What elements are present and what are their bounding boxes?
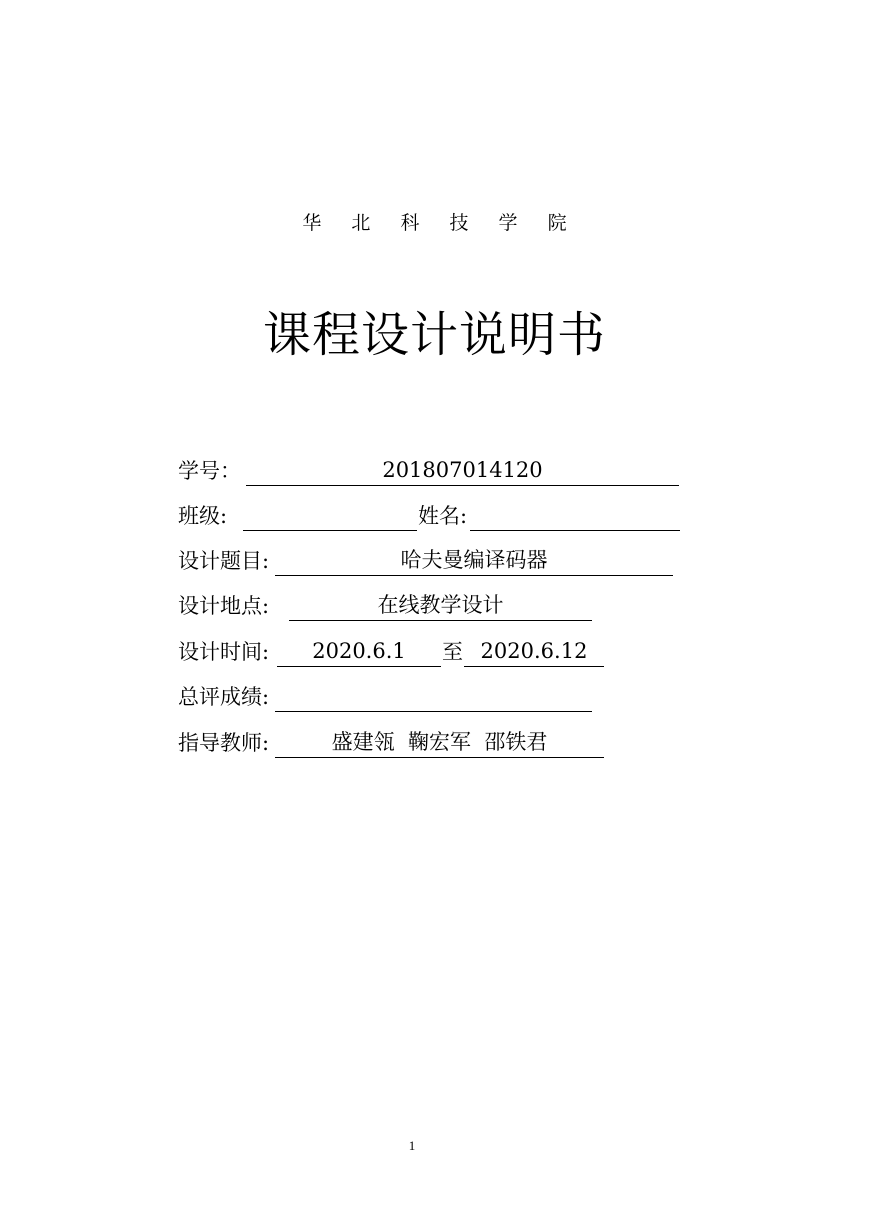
student-id-field[interactable]: 201807014120 bbox=[246, 455, 679, 486]
class-name-row bbox=[178, 500, 688, 532]
topic-field[interactable]: 哈夫曼编译码器 bbox=[275, 545, 673, 576]
student-id-label: 学号： bbox=[178, 459, 241, 483]
page-number: 1 bbox=[408, 1138, 416, 1153]
topic-label: 设计题目: bbox=[178, 549, 270, 573]
time-start-field[interactable]: 2020.6.1 bbox=[277, 636, 441, 667]
time-end-field[interactable]: 2020.6.12 bbox=[464, 636, 604, 667]
class-label: 班级: bbox=[178, 504, 228, 528]
school-name: 华 北 科 技 学 院 bbox=[302, 212, 579, 234]
topic-row bbox=[178, 545, 688, 577]
document-title: 课程设计说明书 bbox=[262, 307, 606, 363]
name-label: 姓名: bbox=[418, 504, 468, 528]
advisor-label: 指导教师: bbox=[178, 731, 270, 755]
grade-row bbox=[178, 681, 688, 713]
advisor-row bbox=[178, 727, 688, 759]
student-id-row bbox=[178, 455, 688, 487]
grade-field[interactable] bbox=[275, 681, 592, 712]
location-label: 设计地点: bbox=[178, 594, 270, 618]
location-row bbox=[178, 590, 688, 622]
grade-label: 总评成绩: bbox=[178, 685, 270, 709]
name-field[interactable] bbox=[470, 500, 680, 531]
time-label: 设计时间: bbox=[178, 640, 270, 664]
advisor-field[interactable]: 盛建瓴 鞠宏军 邵铁君 bbox=[275, 727, 604, 758]
location-field[interactable]: 在线教学设计 bbox=[289, 590, 592, 621]
time-to-label: 至 bbox=[442, 640, 463, 664]
time-row bbox=[178, 636, 688, 668]
class-field[interactable] bbox=[243, 500, 417, 531]
